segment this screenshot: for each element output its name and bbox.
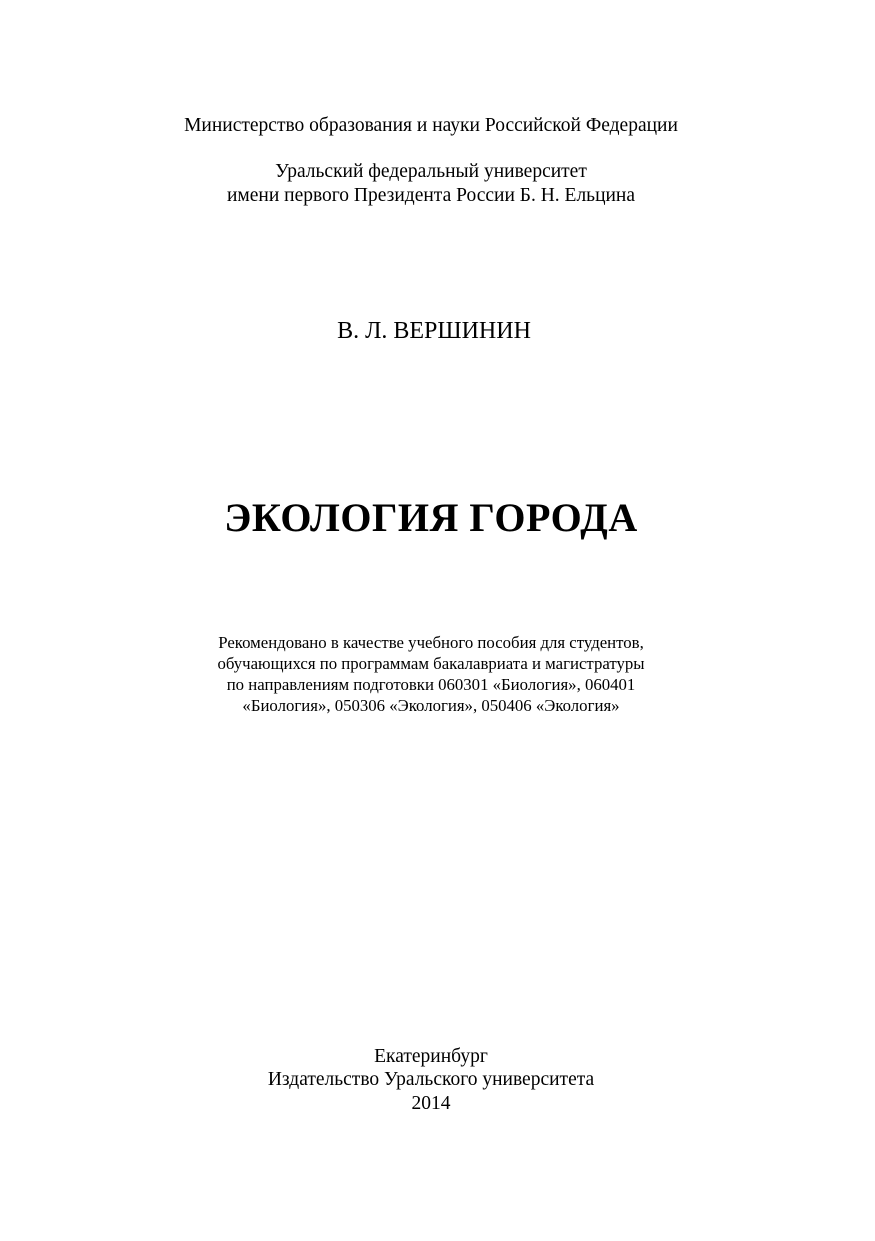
imprint-year: 2014 — [411, 1093, 451, 1114]
recommendation-line: «Биология», 050306 «Экология», 050406 «Экология» — [242, 696, 620, 715]
imprint-publisher: Издательство Уральского университета — [267, 1069, 595, 1090]
imprint-city: Екатеринбург — [374, 1046, 488, 1067]
recommendation-line: Рекомендовано в качестве учебного пособия для студентов, — [218, 633, 644, 652]
recommendation-line: по направлениям подготовки 060301 «Биология», 060401 — [226, 675, 636, 694]
ministry-name: Министерство образования и науки Российской Федерации — [184, 115, 678, 136]
university-name-line-1: Уральский федеральный университет — [275, 161, 587, 182]
book-title: ЭКОЛОГИЯ ГОРОДА — [224, 495, 638, 540]
recommendation-line: обучающихся по программам бакалавриата и магистратуры — [217, 654, 645, 673]
university-name-line-2: имени первого Президента России Б. Н. Ельцина — [226, 185, 636, 206]
author-name: В. Л. ВЕРШИНИН — [337, 318, 531, 344]
